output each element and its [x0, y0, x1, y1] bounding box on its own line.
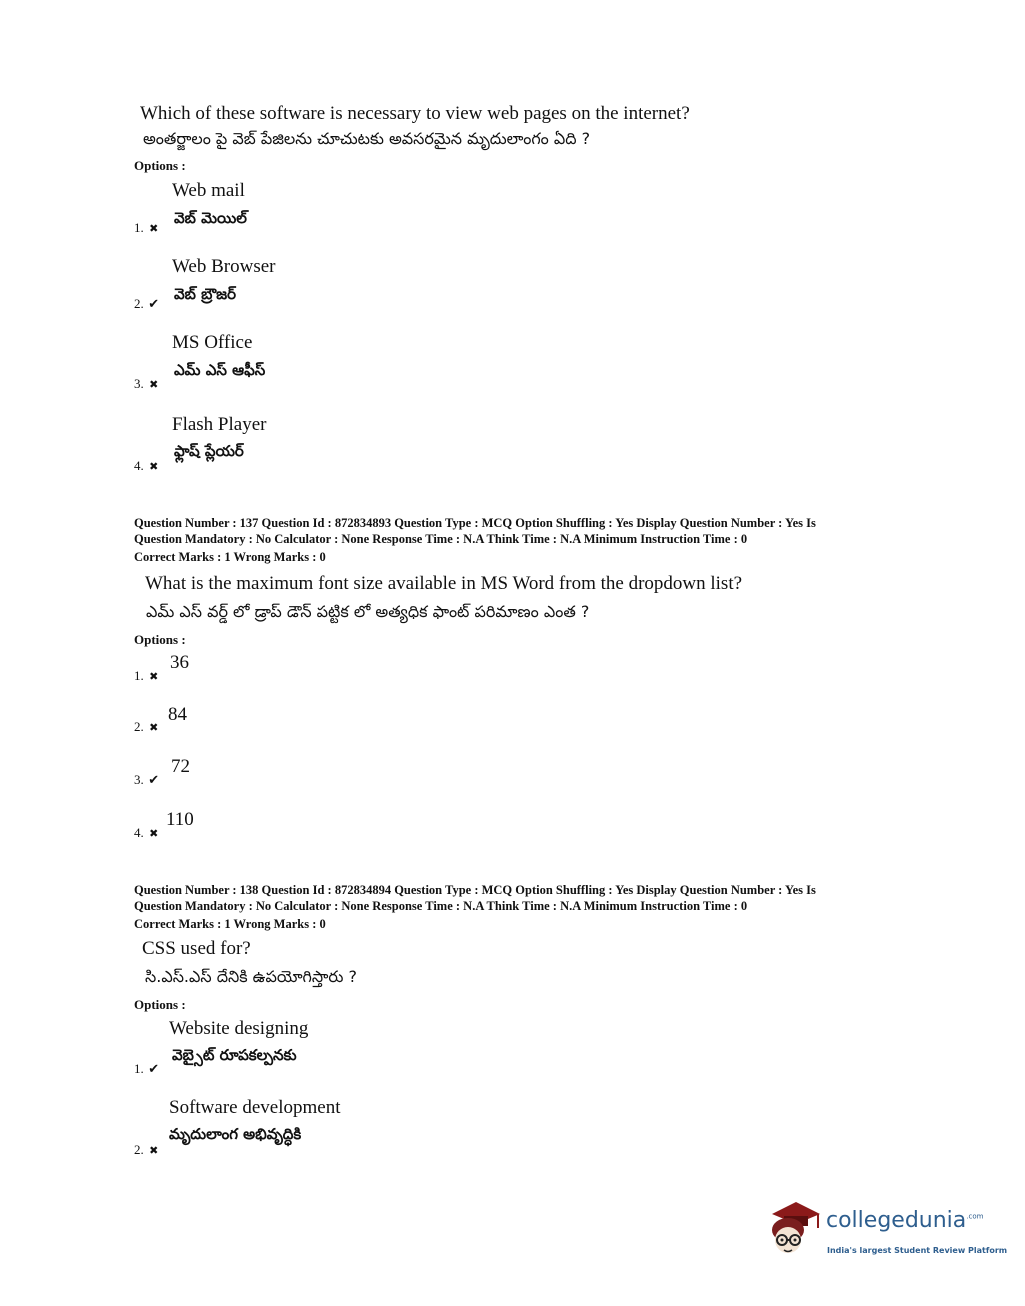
- question-meta: [134, 516, 816, 566]
- meta-line: Question Number : 138 Question Id : 872834894 Question Type : MCQ Option Shuffling : Yes Display Question Number : Yes Is: [134, 883, 816, 897]
- question-text-en: CSS used for?: [142, 938, 251, 959]
- options-label: Options :: [134, 158, 186, 173]
- option-3-text-en: MS Office: [172, 332, 253, 353]
- logo-tagline: India's largest Student Review Platform: [827, 1246, 1008, 1255]
- logo-suffix: .com: [966, 1212, 984, 1221]
- cross-icon: ✖: [149, 671, 159, 683]
- cross-icon: ✖: [149, 223, 159, 235]
- meta-line: Question Number : 137 Question Id : 872834893 Question Type : MCQ Option Shuffling : Yes Display Question Number : Yes Is: [134, 516, 816, 530]
- check-icon: ✔: [148, 772, 160, 787]
- options-label: Options :: [134, 632, 186, 647]
- option-number: 4.: [134, 458, 144, 473]
- options-label: Options :: [134, 997, 186, 1012]
- logo-name: collegedunia: [826, 1208, 967, 1233]
- option-number: 1.: [134, 668, 144, 683]
- option-3-text-en: 72: [171, 756, 190, 777]
- option-1-text-en: Web mail: [172, 180, 245, 201]
- option-3-marker: [134, 375, 160, 393]
- meta-line: Correct Marks : 1 Wrong Marks : 0: [134, 550, 326, 564]
- option-number: 3.: [134, 376, 144, 391]
- option-1-text-en: 36: [170, 652, 189, 673]
- option-4-marker: [134, 824, 160, 842]
- option-2-text-en: Software development: [169, 1097, 341, 1118]
- option-1-text-te: వెబ్సైట్ రూపకల్పనకు: [172, 1046, 297, 1064]
- option-number: 1.: [134, 1061, 144, 1076]
- option-number: 4.: [134, 825, 144, 840]
- option-number: 1.: [134, 220, 144, 235]
- option-1-text-te: వెబ్ మెయిల్: [174, 209, 247, 227]
- question-text-en: What is the maximum font size available in MS Word from the dropdown list?: [145, 573, 743, 594]
- option-1-marker: [134, 219, 160, 237]
- option-2-text-en: Web Browser: [172, 256, 276, 277]
- meta-line: Question Mandatory : No Calculator : None Response Time : N.A Think Time : N.A Minimum Instruction Time : 0: [134, 531, 748, 546]
- meta-line: Correct Marks : 1 Wrong Marks : 0: [134, 917, 326, 931]
- option-2-marker: [134, 295, 160, 313]
- meta-line: Question Mandatory : No Calculator : None Response Time : N.A Think Time : N.A Minimum Instruction Time : 0: [134, 898, 748, 913]
- logo-wordmark: [826, 1208, 983, 1233]
- option-number: 2.: [134, 1142, 144, 1157]
- cross-icon: ✖: [149, 722, 159, 734]
- option-1-marker: [134, 1060, 160, 1078]
- option-4-text-te: ఫ్లాష్ ప్లేయర్: [174, 442, 244, 460]
- mascot-icon: [766, 1200, 824, 1262]
- cross-icon: ✖: [149, 379, 159, 391]
- option-2-text-en: 84: [168, 704, 187, 725]
- cross-icon: ✖: [149, 1145, 159, 1157]
- option-2-marker: [134, 718, 160, 736]
- option-number: 2.: [134, 719, 144, 734]
- question-meta: [134, 883, 816, 933]
- option-number: 3.: [134, 772, 144, 787]
- option-1-marker: [134, 667, 160, 685]
- option-4-text-en: Flash Player: [172, 414, 267, 435]
- option-1-text-en: Website designing: [169, 1018, 309, 1039]
- option-2-text-te: మృదులాంగ అభివృద్ధికి: [169, 1125, 302, 1143]
- option-4-marker: [134, 457, 160, 475]
- check-icon: ✔: [148, 296, 160, 311]
- option-2-marker: [134, 1141, 160, 1159]
- check-icon: ✔: [148, 1061, 160, 1076]
- option-number: 2.: [134, 296, 144, 311]
- option-4-text-en: 110: [166, 809, 194, 830]
- option-2-text-te: వెబ్ బ్రౌజర్: [174, 285, 237, 303]
- question-text-te: సి.ఎస్.ఎస్ దేనికి ఉపయోగిస్తారు ?: [145, 967, 357, 986]
- cross-icon: ✖: [149, 828, 159, 840]
- option-3-text-te: ఎమ్ ఎస్ ఆఫీస్: [174, 361, 266, 379]
- option-3-marker: [134, 771, 160, 789]
- cross-icon: ✖: [149, 461, 159, 473]
- collegedunia-logo[interactable]: [766, 1198, 1008, 1268]
- question-text-te: అంతర్జాలం పై వెబ్ పేజిలను చూచుటకు అవసరమైన మృదులాంగం ఏది ?: [143, 129, 591, 148]
- question-text-en: Which of these software is necessary to view web pages on the internet?: [140, 103, 690, 124]
- question-text-te: ఎమ్ ఎస్ వర్డ్ లో డ్రాప్ డౌన్ పట్టిక లో అత్యధిక ఫాంట్ పరిమాణం ఎంత ?: [146, 602, 590, 621]
